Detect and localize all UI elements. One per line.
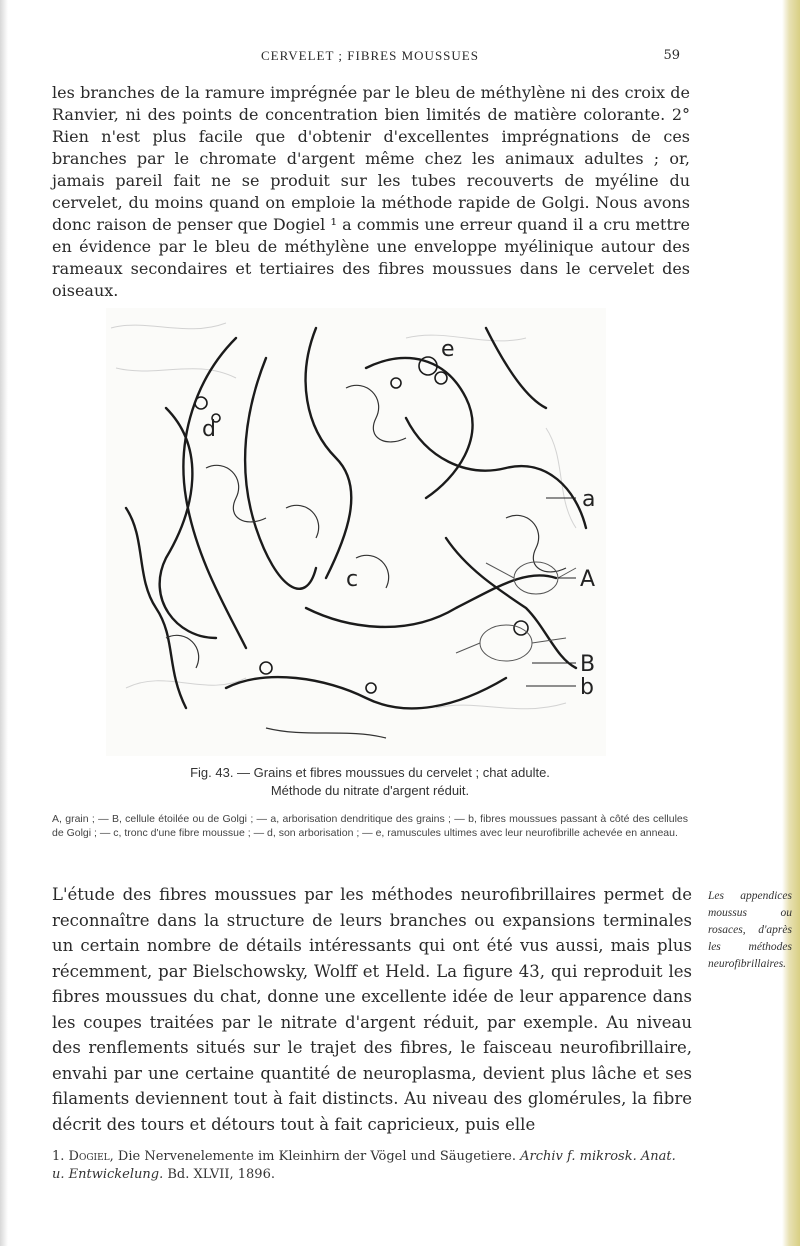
body-paragraph-1: les branches de la ramure imprégnée par le bleu de méthylène ni des croix de Ranvier, ni des points de concentration bien limités de matière colorante. 2° Rien n'est plus facile que d'obtenir d'excellentes imprégnations de ces branches par le chromate d'argent même chez les animaux adultes ; or, jamais pareil fait ne se produit sur les tubes recouverts de myéline du cervelet, du moins quand on emploie la méthode rapide de Golgi. Nous avons donc raison de penser que Dogiel ¹ a commis une erreur quand il a cru mettre en évidence par le bleu de méthylène une enveloppe myélinique autour des rameaux secondaires et tertiaires des fibres moussues dans le cervelet des oiseaux. [52, 83, 690, 300]
figure-43 [106, 308, 606, 756]
fig-label-A: A [580, 567, 596, 592]
fig-43-drawing [106, 308, 606, 756]
footnote-author: Dogiel, [68, 1149, 114, 1164]
fig-label-B: B [580, 652, 596, 677]
body-paragraph-2: L'étude des fibres moussues par les méthodes neurofibrillaires permet de reconnaître dans la structure de leurs branches ou expansions terminales un certain nombre de détails intéressants qui ont été vus aussi, mais plus récemment, par Bielschowsky, Wolff et Held. La figure 43, qui reproduit les fibres moussues du chat, donne une excellente idée de leur apparence dans les coupes traitées par le nitrate d'argent réduit, par exemple. Au niveau des renflements situés sur le trajet des fibres, le faisceau neurofibrillaire, envahi par une certaine quantité de neuroplasma, devient plus lâche et ses filaments deviennent tout à fait distincts. Au niveau des glomérules, la fibre décrit des tours et détours tout à fait capricieux, puis elle [52, 885, 692, 1134]
fig-label-d: d [202, 417, 216, 442]
figure-caption [60, 764, 680, 800]
footnote-ref: Bd. XLVII, 1896. [163, 1167, 275, 1182]
page-edge [782, 0, 800, 1246]
figure-caption-line-1: Fig. 43. — Grains et fibres moussues du cervelet ; chat adulte. [190, 765, 550, 780]
running-title: CERVELET ; FIBRES MOUSSUES [261, 48, 479, 63]
fig-label-e: e [441, 337, 455, 362]
page-number: 59 [663, 48, 680, 63]
figure-caption-line-2: Méthode du nitrate d'argent réduit. [270, 783, 470, 798]
margin-note: Les appendices moussus ou rosaces, d'après les méthodes neurofibrillaires. [708, 890, 792, 970]
fig-label-b: b [580, 675, 594, 700]
fig-label-c: c [346, 567, 359, 592]
footnote-journal: Archiv f. mikrosk. Anat. u. Entwickelung. [52, 1149, 676, 1182]
figure-legend: A, grain ; — B, cellule étoilée ou de Golgi ; — a, arborisation dendritique des grains ; — b, fibres moussues passant à côté des cellules de Golgi ; — c, tronc d'une fibre moussue ; — d, son arborisation ; — e, ramuscules ultimes avec leur neurofibrille achevée en anneau. [52, 813, 688, 839]
footnote-title: Die Nervenelemente im Kleinhirn der Vögel und Säugetiere. [113, 1149, 521, 1164]
footnote-number: 1. [52, 1149, 65, 1164]
page-gutter-shadow [0, 0, 8, 1246]
fig-label-a: a [582, 487, 596, 512]
footnote [52, 1148, 688, 1184]
